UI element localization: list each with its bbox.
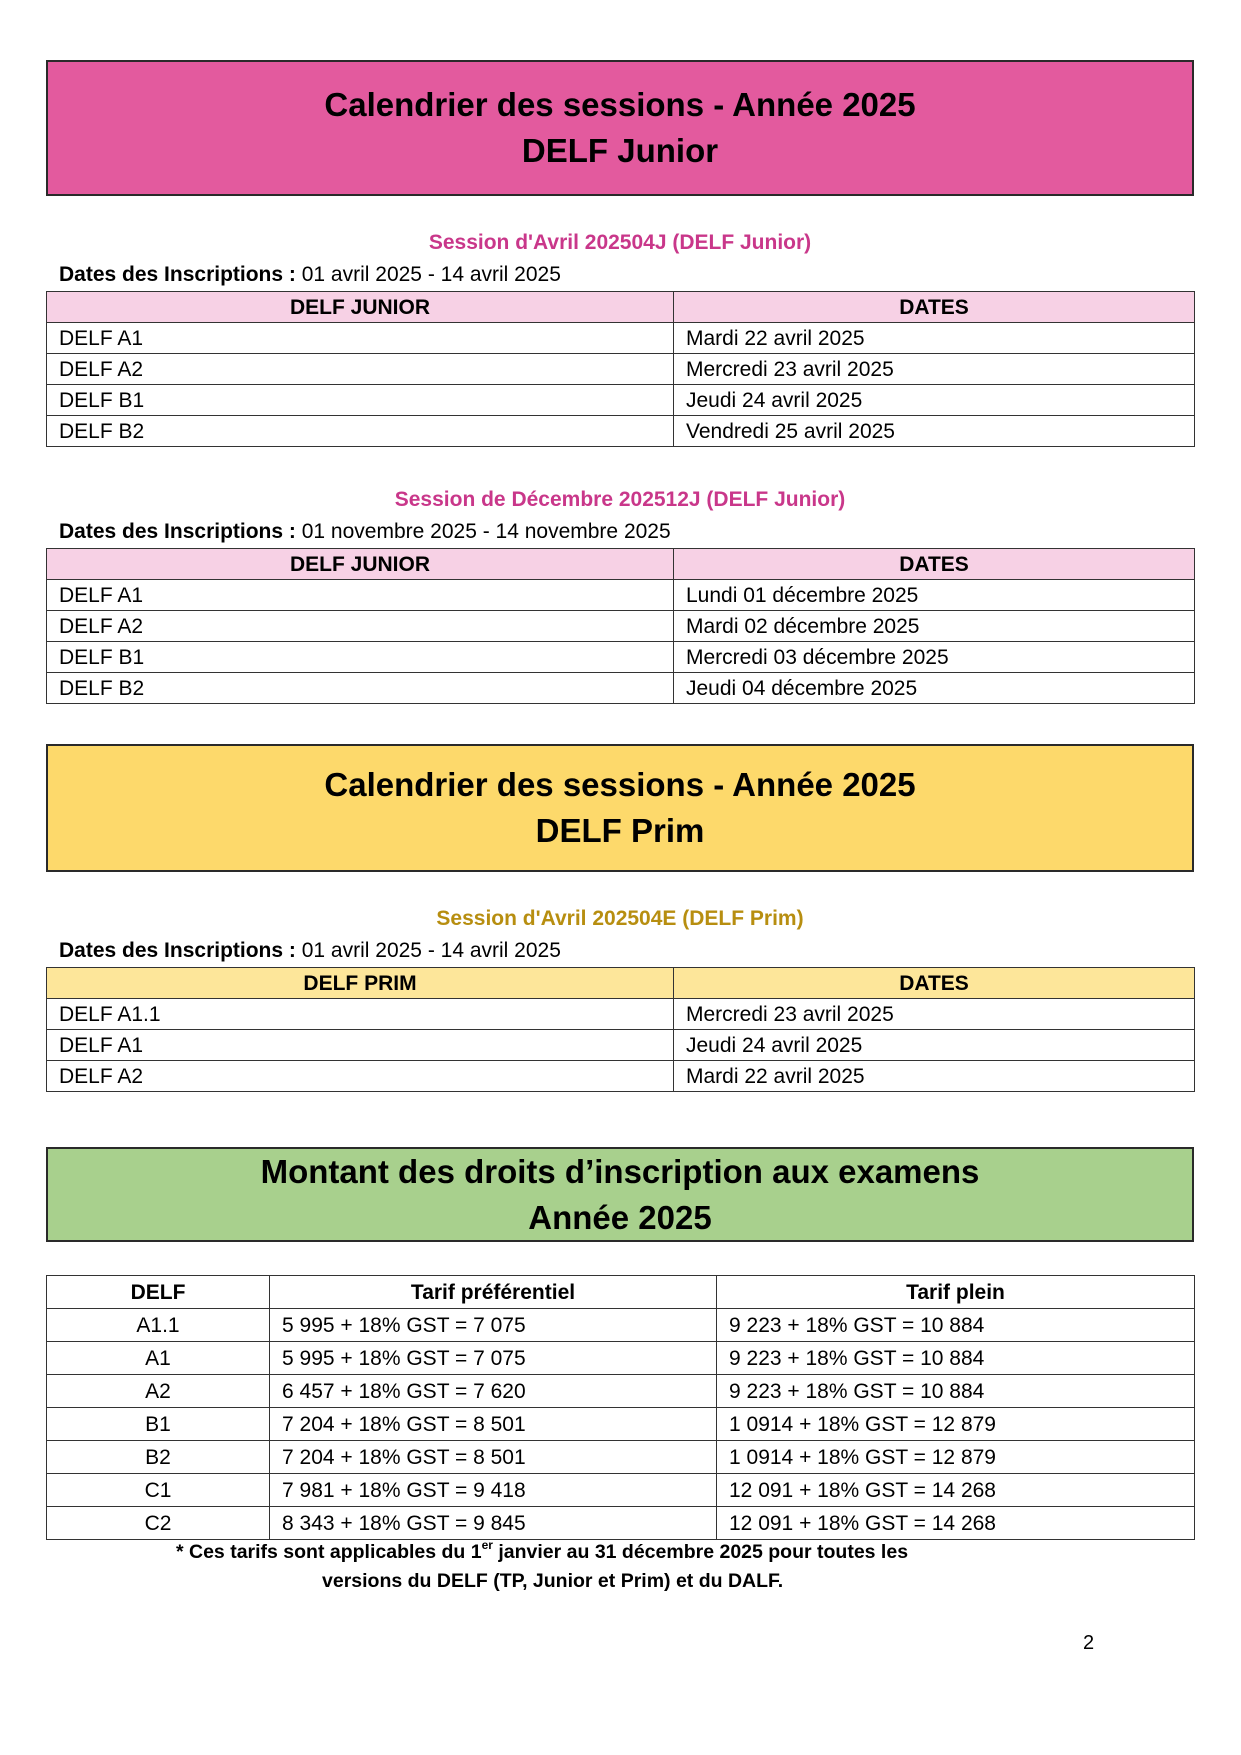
date-cell: Mercredi 23 avril 2025 [674, 354, 1195, 385]
table-row [47, 385, 1195, 416]
footnote-text-end: janvier au 31 décembre 2025 pour toutes les [492, 1541, 909, 1563]
column-header-dates: DATES [674, 968, 1195, 999]
fees-banner-subtitle: Année 2025 [528, 1198, 712, 1236]
registration-label: Dates des Inscriptions : [59, 939, 296, 962]
column-header-dates: DATES [674, 549, 1195, 580]
footnote-superscript: er [481, 1538, 493, 1552]
table-row [47, 354, 1195, 385]
column-header-level: DELF JUNIOR [47, 549, 674, 580]
table-row [47, 642, 1195, 673]
full-fee-cell: 9 223 + 18% GST = 10 884 [717, 1342, 1195, 1375]
table-row [47, 611, 1195, 642]
full-fee-cell: 12 091 + 18% GST = 14 268 [717, 1474, 1195, 1507]
fees-banner-title: Montant des droits d’inscription aux examens [260, 1152, 980, 1190]
table-header-row [47, 292, 1195, 323]
level-cell: DELF A1 [47, 323, 674, 354]
date-cell: Jeudi 24 avril 2025 [674, 385, 1195, 416]
level-cell: DELF A1 [47, 1030, 674, 1061]
footnote-line-2: versions du DELF (TP, Junior et Prim) et du DALF. [322, 1570, 784, 1592]
column-header-delf: DELF [47, 1276, 270, 1309]
table-row [47, 416, 1195, 447]
junior-banner-subtitle: DELF Junior [521, 132, 719, 169]
date-cell: Mardi 22 avril 2025 [674, 323, 1195, 354]
table-row [47, 1375, 1195, 1408]
date-cell: Jeudi 04 décembre 2025 [674, 673, 1195, 704]
date-cell: Mardi 22 avril 2025 [674, 1061, 1195, 1092]
level-cell: B2 [47, 1441, 270, 1474]
registration-dates: 01 novembre 2025 - 14 novembre 2025 [295, 520, 671, 543]
junior-december-table [46, 548, 1195, 704]
column-header-level: DELF PRIM [47, 968, 674, 999]
level-cell: A2 [47, 1375, 270, 1408]
table-row [47, 1342, 1195, 1375]
preferential-fee-cell: 7 981 + 18% GST = 9 418 [270, 1474, 717, 1507]
level-cell: B1 [47, 1408, 270, 1441]
full-fee-cell: 1 0914 + 18% GST = 12 879 [717, 1408, 1195, 1441]
prim-april-registration [59, 937, 561, 965]
level-cell: DELF B1 [47, 642, 674, 673]
table-row [47, 323, 1195, 354]
level-cell: DELF A1.1 [47, 999, 674, 1030]
junior-banner-title: Calendrier des sessions - Année 2025 [324, 86, 916, 123]
level-cell: A1.1 [47, 1309, 270, 1342]
column-header-preferential: Tarif préférentiel [270, 1276, 717, 1309]
date-cell: Mardi 02 décembre 2025 [674, 611, 1195, 642]
full-fee-cell: 9 223 + 18% GST = 10 884 [717, 1375, 1195, 1408]
registration-dates: 01 avril 2025 - 14 avril 2025 [295, 263, 561, 286]
junior-april-session-title: Session d'Avril 202504J (DELF Junior) [428, 231, 812, 254]
full-fee-cell: 1 0914 + 18% GST = 12 879 [717, 1441, 1195, 1474]
fees-footnote [46, 1538, 1194, 1596]
footnote-text-start: * Ces tarifs sont applicables du 1 [176, 1541, 482, 1563]
registration-label: Dates des Inscriptions : [59, 520, 296, 543]
level-cell: DELF B1 [47, 385, 674, 416]
table-row [47, 1474, 1195, 1507]
column-header-full: Tarif plein [717, 1276, 1195, 1309]
table-row [47, 1061, 1195, 1092]
prim-april-session-title: Session d'Avril 202504E (DELF Prim) [436, 907, 804, 930]
column-header-dates: DATES [674, 292, 1195, 323]
date-cell: Lundi 01 décembre 2025 [674, 580, 1195, 611]
junior-april-registration [59, 261, 561, 289]
junior-december-session-title: Session de Décembre 202512J (DELF Junior) [394, 488, 846, 511]
prim-banner-subtitle: DELF Prim [535, 812, 705, 849]
table-row [47, 999, 1195, 1030]
level-cell: DELF A2 [47, 354, 674, 385]
date-cell: Jeudi 24 avril 2025 [674, 1030, 1195, 1061]
preferential-fee-cell: 7 204 + 18% GST = 8 501 [270, 1441, 717, 1474]
level-cell: DELF B2 [47, 416, 674, 447]
table-header-row [47, 968, 1195, 999]
preferential-fee-cell: 5 995 + 18% GST = 7 075 [270, 1342, 717, 1375]
preferential-fee-cell: 8 343 + 18% GST = 9 845 [270, 1507, 717, 1540]
level-cell: DELF A2 [47, 611, 674, 642]
full-fee-cell: 9 223 + 18% GST = 10 884 [717, 1309, 1195, 1342]
footnote-line-1 [46, 1538, 1194, 1567]
level-cell: C2 [47, 1507, 270, 1540]
table-header-row [47, 549, 1195, 580]
registration-label: Dates des Inscriptions : [59, 263, 296, 286]
table-header-row [47, 1276, 1195, 1309]
table-row [47, 673, 1195, 704]
column-header-level: DELF JUNIOR [47, 292, 674, 323]
preferential-fee-cell: 6 457 + 18% GST = 7 620 [270, 1375, 717, 1408]
level-cell: C1 [47, 1474, 270, 1507]
level-cell: A1 [47, 1342, 270, 1375]
date-cell: Vendredi 25 avril 2025 [674, 416, 1195, 447]
prim-april-table [46, 967, 1195, 1092]
table-row [47, 1507, 1195, 1540]
junior-april-table [46, 291, 1195, 447]
registration-dates: 01 avril 2025 - 14 avril 2025 [295, 939, 561, 962]
page-number: 2 [1083, 1632, 1095, 1654]
table-row [47, 1441, 1195, 1474]
preferential-fee-cell: 5 995 + 18% GST = 7 075 [270, 1309, 717, 1342]
date-cell: Mercredi 23 avril 2025 [674, 999, 1195, 1030]
fees-table [46, 1275, 1195, 1540]
junior-december-registration [59, 518, 671, 546]
prim-banner [46, 744, 1194, 872]
table-row [47, 1309, 1195, 1342]
junior-banner [46, 60, 1194, 196]
table-row [47, 1408, 1195, 1441]
full-fee-cell: 12 091 + 18% GST = 14 268 [717, 1507, 1195, 1540]
level-cell: DELF A1 [47, 580, 674, 611]
fees-banner [46, 1147, 1194, 1242]
table-row [47, 580, 1195, 611]
level-cell: DELF B2 [47, 673, 674, 704]
date-cell: Mercredi 03 décembre 2025 [674, 642, 1195, 673]
level-cell: DELF A2 [47, 1061, 674, 1092]
table-row [47, 1030, 1195, 1061]
prim-banner-title: Calendrier des sessions - Année 2025 [324, 766, 916, 803]
preferential-fee-cell: 7 204 + 18% GST = 8 501 [270, 1408, 717, 1441]
